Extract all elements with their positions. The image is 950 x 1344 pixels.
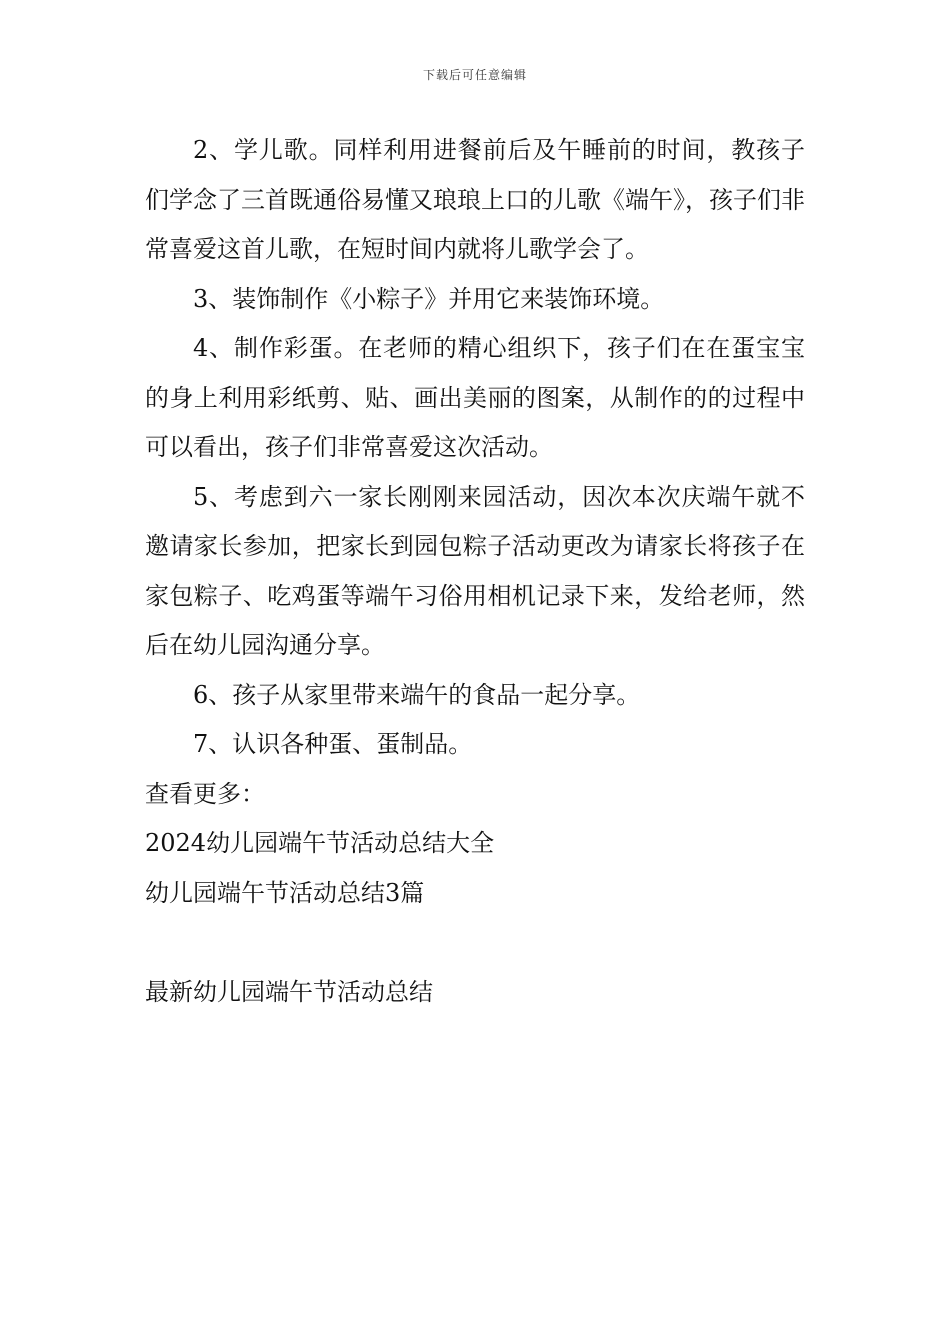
related-link-1[interactable]: 2024幼儿园端午节活动总结大全 — [145, 829, 495, 857]
see-more-label: 查看更多： — [145, 779, 265, 808]
paragraph-item-7: 7、认识各种蛋、蛋制品。 — [193, 730, 473, 758]
page-header-note: 下载后可任意编辑 — [422, 68, 527, 82]
paragraph-item-5: 5、考虑到六一家长刚刚来园活动，因次本次庆端午就不邀请家长参加，把家长到园包粽子活动更改为请家长将孩子在家包粽子、吃鸡蛋等端午习俗用相机记录下来，发给老师，然后在幼儿园沟通分享。 — [145, 482, 805, 659]
paragraph-item-6: 6、孩子从家里带来端午的食品一起分享。 — [193, 680, 641, 709]
spacer — [145, 918, 805, 968]
document-body — [145, 126, 805, 1018]
paragraph-item-3: 3、装饰制作《小粽子》并用它来装饰环境。 — [193, 284, 665, 313]
related-link-2[interactable]: 幼儿园端午节活动总结3篇 — [145, 878, 425, 907]
paragraph-item-2: 2、学儿歌。同样利用进餐前后及午睡前的时间，教孩子们学念了三首既通俗易懂又琅琅上口的儿歌《端午》，孩子们非常喜爱这首儿歌，在短时间内就将儿歌学会了。 — [145, 136, 805, 263]
related-title: 最新幼儿园端午节活动总结 — [145, 978, 433, 1006]
paragraph-item-4: 4、制作彩蛋。在老师的精心组织下，孩子们在在蛋宝宝的身上利用彩纸剪、贴、画出美丽的图案，从制作的的过程中可以看出，孩子们非常喜爱这次活动。 — [145, 334, 805, 461]
